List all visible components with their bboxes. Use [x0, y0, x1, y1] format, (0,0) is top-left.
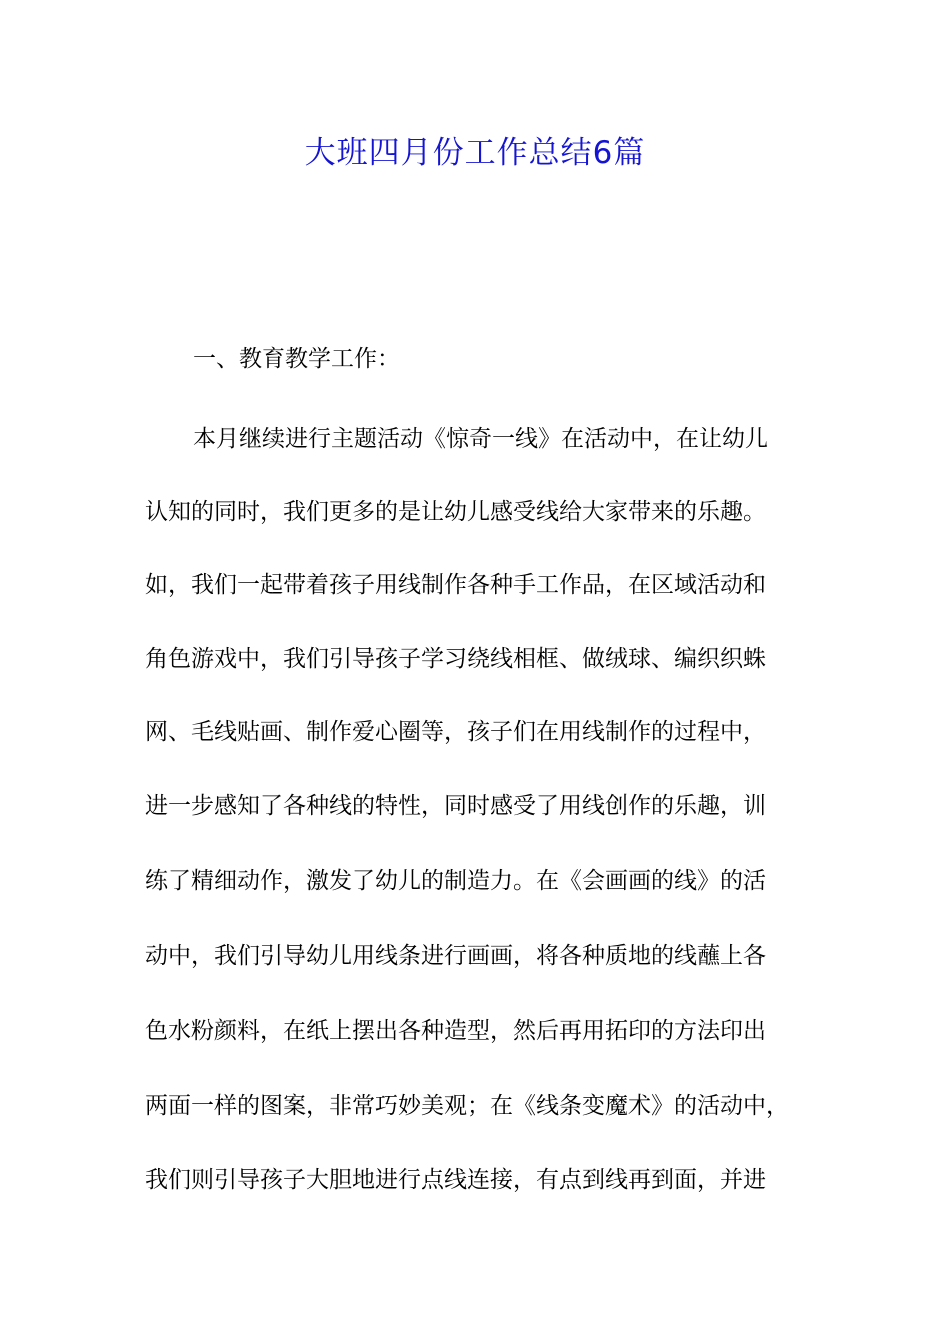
paragraph-line: 进一步感知了各种线的特性，同时感受了用线创作的乐趣，训 [145, 793, 766, 819]
paragraph-line: 角色游戏中，我们引导孩子学习绕线相框、做绒球、编织织蛛 [145, 646, 766, 672]
paragraph-line: 两面一样的图案，非常巧妙美观；在《线条变魔术》的活动中， [145, 1093, 789, 1119]
section-heading: 一、教育教学工作： [193, 346, 400, 372]
paragraph-line: 练了精细动作，激发了幼儿的制造力。在《会画画的线》的活 [145, 868, 766, 894]
paragraph-line: 本月继续进行主题活动《惊奇一线》在活动中，在让幼儿 [193, 426, 768, 452]
paragraph-line: 网、毛线贴画、制作爱心圈等，孩子们在用线制作的过程中， [145, 719, 766, 745]
document-title: 大班四月份工作总结6篇 [304, 135, 646, 171]
paragraph-line: 认知的同时，我们更多的是让幼儿感受线给大家带来的乐趣。 [145, 499, 766, 525]
paragraph-line: 动中，我们引导幼儿用线条进行画画，将各种质地的线蘸上各 [145, 943, 766, 969]
paragraph-line: 色水粉颜料，在纸上摆出各种造型，然后再用拓印的方法印出 [145, 1018, 766, 1044]
paragraph-line: 如，我们一起带着孩子用线制作各种手工作品，在区域活动和 [145, 572, 766, 598]
paragraph-line: 我们则引导孩子大胆地进行点线连接，有点到线再到面，并进 [145, 1167, 766, 1193]
